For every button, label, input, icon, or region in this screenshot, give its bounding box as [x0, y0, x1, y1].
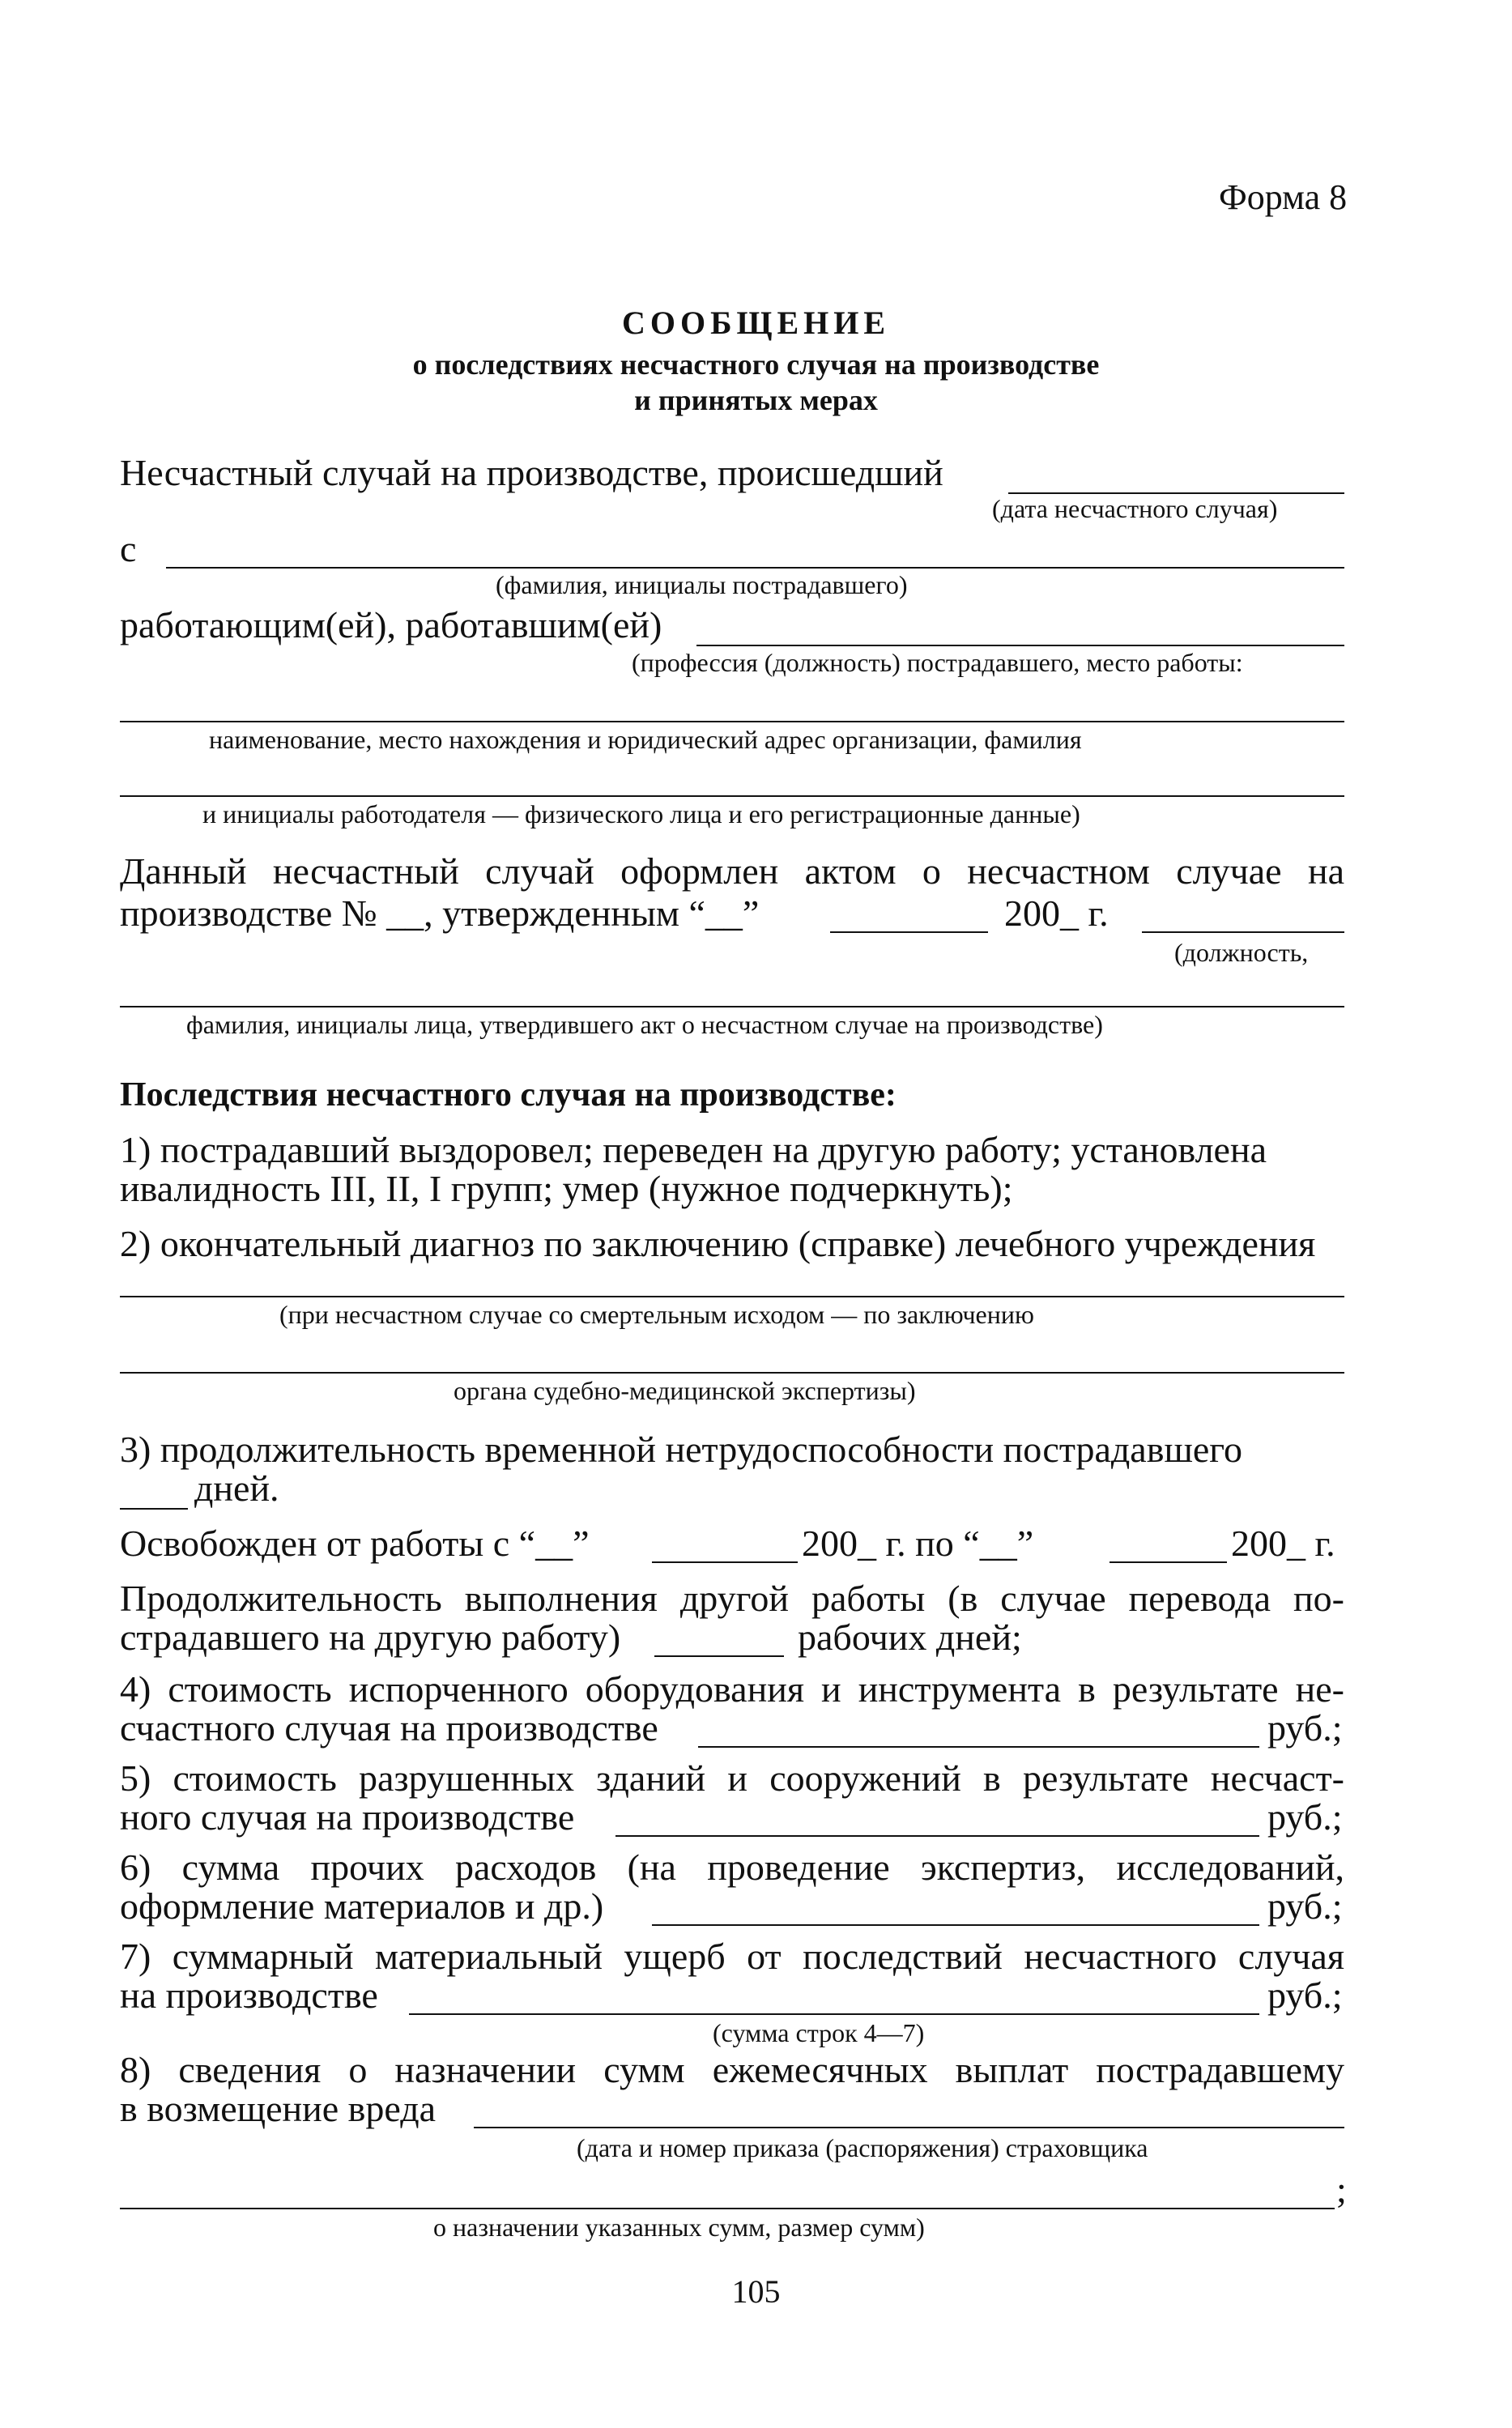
document-title: СООБЩЕНИЕ [621, 305, 891, 341]
date-caption: (дата несчастного случая) [992, 494, 1278, 523]
working-text: работающим(ей), работавшим(ей) [120, 604, 662, 645]
item7-rub: руб.; [1267, 1974, 1343, 2016]
item6-line1: 6) сумма прочих расходов (на проведение экспертиз, исследований, [120, 1847, 1344, 1888]
diagnosis-blank-line1[interactable] [120, 1296, 1344, 1297]
act-line1: Данный несчастный случай оформлен актом о несчастном случае на [120, 850, 1344, 892]
item6-rub: руб.; [1267, 1885, 1343, 1927]
item8-caption1: (дата и номер приказа (распоряжения) страховщика [577, 2133, 1148, 2162]
item3-line2: дней. [194, 1467, 279, 1509]
other-work-line1: Продолжительность выполнения другой работы (в случае перевода по- [120, 1578, 1344, 1619]
item1-line2: ивалидность III, II, I групп; умер (нужное подчеркнуть); [120, 1168, 1013, 1209]
other-work-days-blank-line[interactable] [654, 1655, 784, 1657]
item4-line1: 4) стоимость испорченного оборудования и инструмента в результате не- [120, 1668, 1344, 1710]
approver-caption: фамилия, инициалы лица, утвердившего акт о несчастном случае на производстве) [186, 1010, 1103, 1039]
item1-line1: 1) пострадавший выздоровел; переведен на другую работу; установлена [120, 1129, 1267, 1170]
document-subtitle-line2: и принятых мерах [634, 384, 878, 416]
item7-blank-line[interactable] [409, 2013, 1259, 2015]
item7-caption: (сумма строк 4—7) [713, 2018, 925, 2047]
position-caption: (должность, [1174, 938, 1309, 967]
item8-order-blank-line[interactable] [474, 2127, 1344, 2128]
organization-caption: наименование, место нахождения и юридический адрес организации, фамилия [209, 725, 1082, 754]
position-blank-line[interactable] [1142, 931, 1344, 933]
other-work-line2-part-b: рабочих дней; [798, 1617, 1022, 1658]
document-subtitle-line1: о последствиях несчастного случая на производстве [412, 348, 1100, 381]
item8-caption2: о назначении указанных сумм, размер сумм) [433, 2213, 925, 2242]
page-number: 105 [731, 2273, 781, 2310]
diagnosis-blank-line2[interactable] [120, 1372, 1344, 1374]
item5-line2: ного случая на производстве [120, 1796, 575, 1838]
item6-line2: оформление материалов и др.) [120, 1885, 604, 1927]
item6-blank-line[interactable] [652, 1924, 1259, 1926]
released-part-c: 200_ г. [1231, 1523, 1335, 1564]
act-line2-part-b: 200_ г. [1004, 892, 1109, 934]
item2-caption1: (при несчастном случае со смертельным исходом — по заключению [279, 1300, 1034, 1329]
item4-line2: счастного случая на производстве [120, 1707, 658, 1749]
act-line2-part-a: производстве № __, утвержденным “__” [120, 892, 760, 934]
days-blank-line[interactable] [120, 1508, 188, 1510]
consequences-heading: Последствия несчастного случая на производстве: [120, 1076, 897, 1114]
other-work-line2-part-a: страдавшего на другую работу) [120, 1617, 621, 1658]
item3-line1: 3) продолжительность временной нетрудоспособности пострадавшего [120, 1429, 1242, 1470]
profession-caption: (профессия (должность) пострадавшего, место работы: [632, 648, 1243, 677]
act-date-blank-line[interactable] [830, 931, 988, 933]
item5-line1: 5) стоимость разрушенных зданий и сооружений в результате несчаст- [120, 1757, 1344, 1799]
occurred-text: Несчастный случай на производстве, происшедший [120, 452, 943, 493]
employer-blank-line[interactable] [120, 795, 1344, 797]
released-from-blank-line[interactable] [652, 1561, 798, 1563]
victim-caption: (фамилия, инициалы пострадавшего) [496, 570, 908, 599]
item4-blank-line[interactable] [698, 1746, 1259, 1748]
employer-caption: и инициалы работодателя — физического лица и его регистрационные данные) [202, 799, 1080, 829]
with-text: с [120, 528, 137, 569]
item8-semicolon: ; [1336, 2169, 1347, 2210]
item8-line2: в возмещение вреда [120, 2088, 437, 2129]
released-part-a: Освобожден от работы с “__” [120, 1523, 590, 1564]
item7-line1: 7) суммарный материальный ущерб от последствий несчастного случая [120, 1936, 1344, 1977]
item4-rub: руб.; [1267, 1707, 1343, 1749]
released-to-blank-line[interactable] [1110, 1561, 1227, 1563]
item2-caption2: органа судебно-медицинской экспертизы) [454, 1376, 916, 1405]
form-number: Форма 8 [1219, 177, 1348, 217]
released-part-b: 200_ г. по “__” [802, 1523, 1034, 1564]
item5-blank-line[interactable] [615, 1835, 1259, 1837]
item2-text: 2) окончательный диагноз по заключению (справке) лечебного учреждения [120, 1223, 1316, 1264]
item5-rub: руб.; [1267, 1796, 1343, 1838]
item7-line2: на производстве [120, 1974, 378, 2016]
organization-blank-line[interactable] [120, 721, 1344, 722]
approver-blank-line[interactable] [120, 1006, 1344, 1007]
item8-line1: 8) сведения о назначении сумм ежемесячных выплат пострадавшему [120, 2049, 1344, 2090]
item8-amounts-blank-line[interactable] [120, 2208, 1335, 2209]
